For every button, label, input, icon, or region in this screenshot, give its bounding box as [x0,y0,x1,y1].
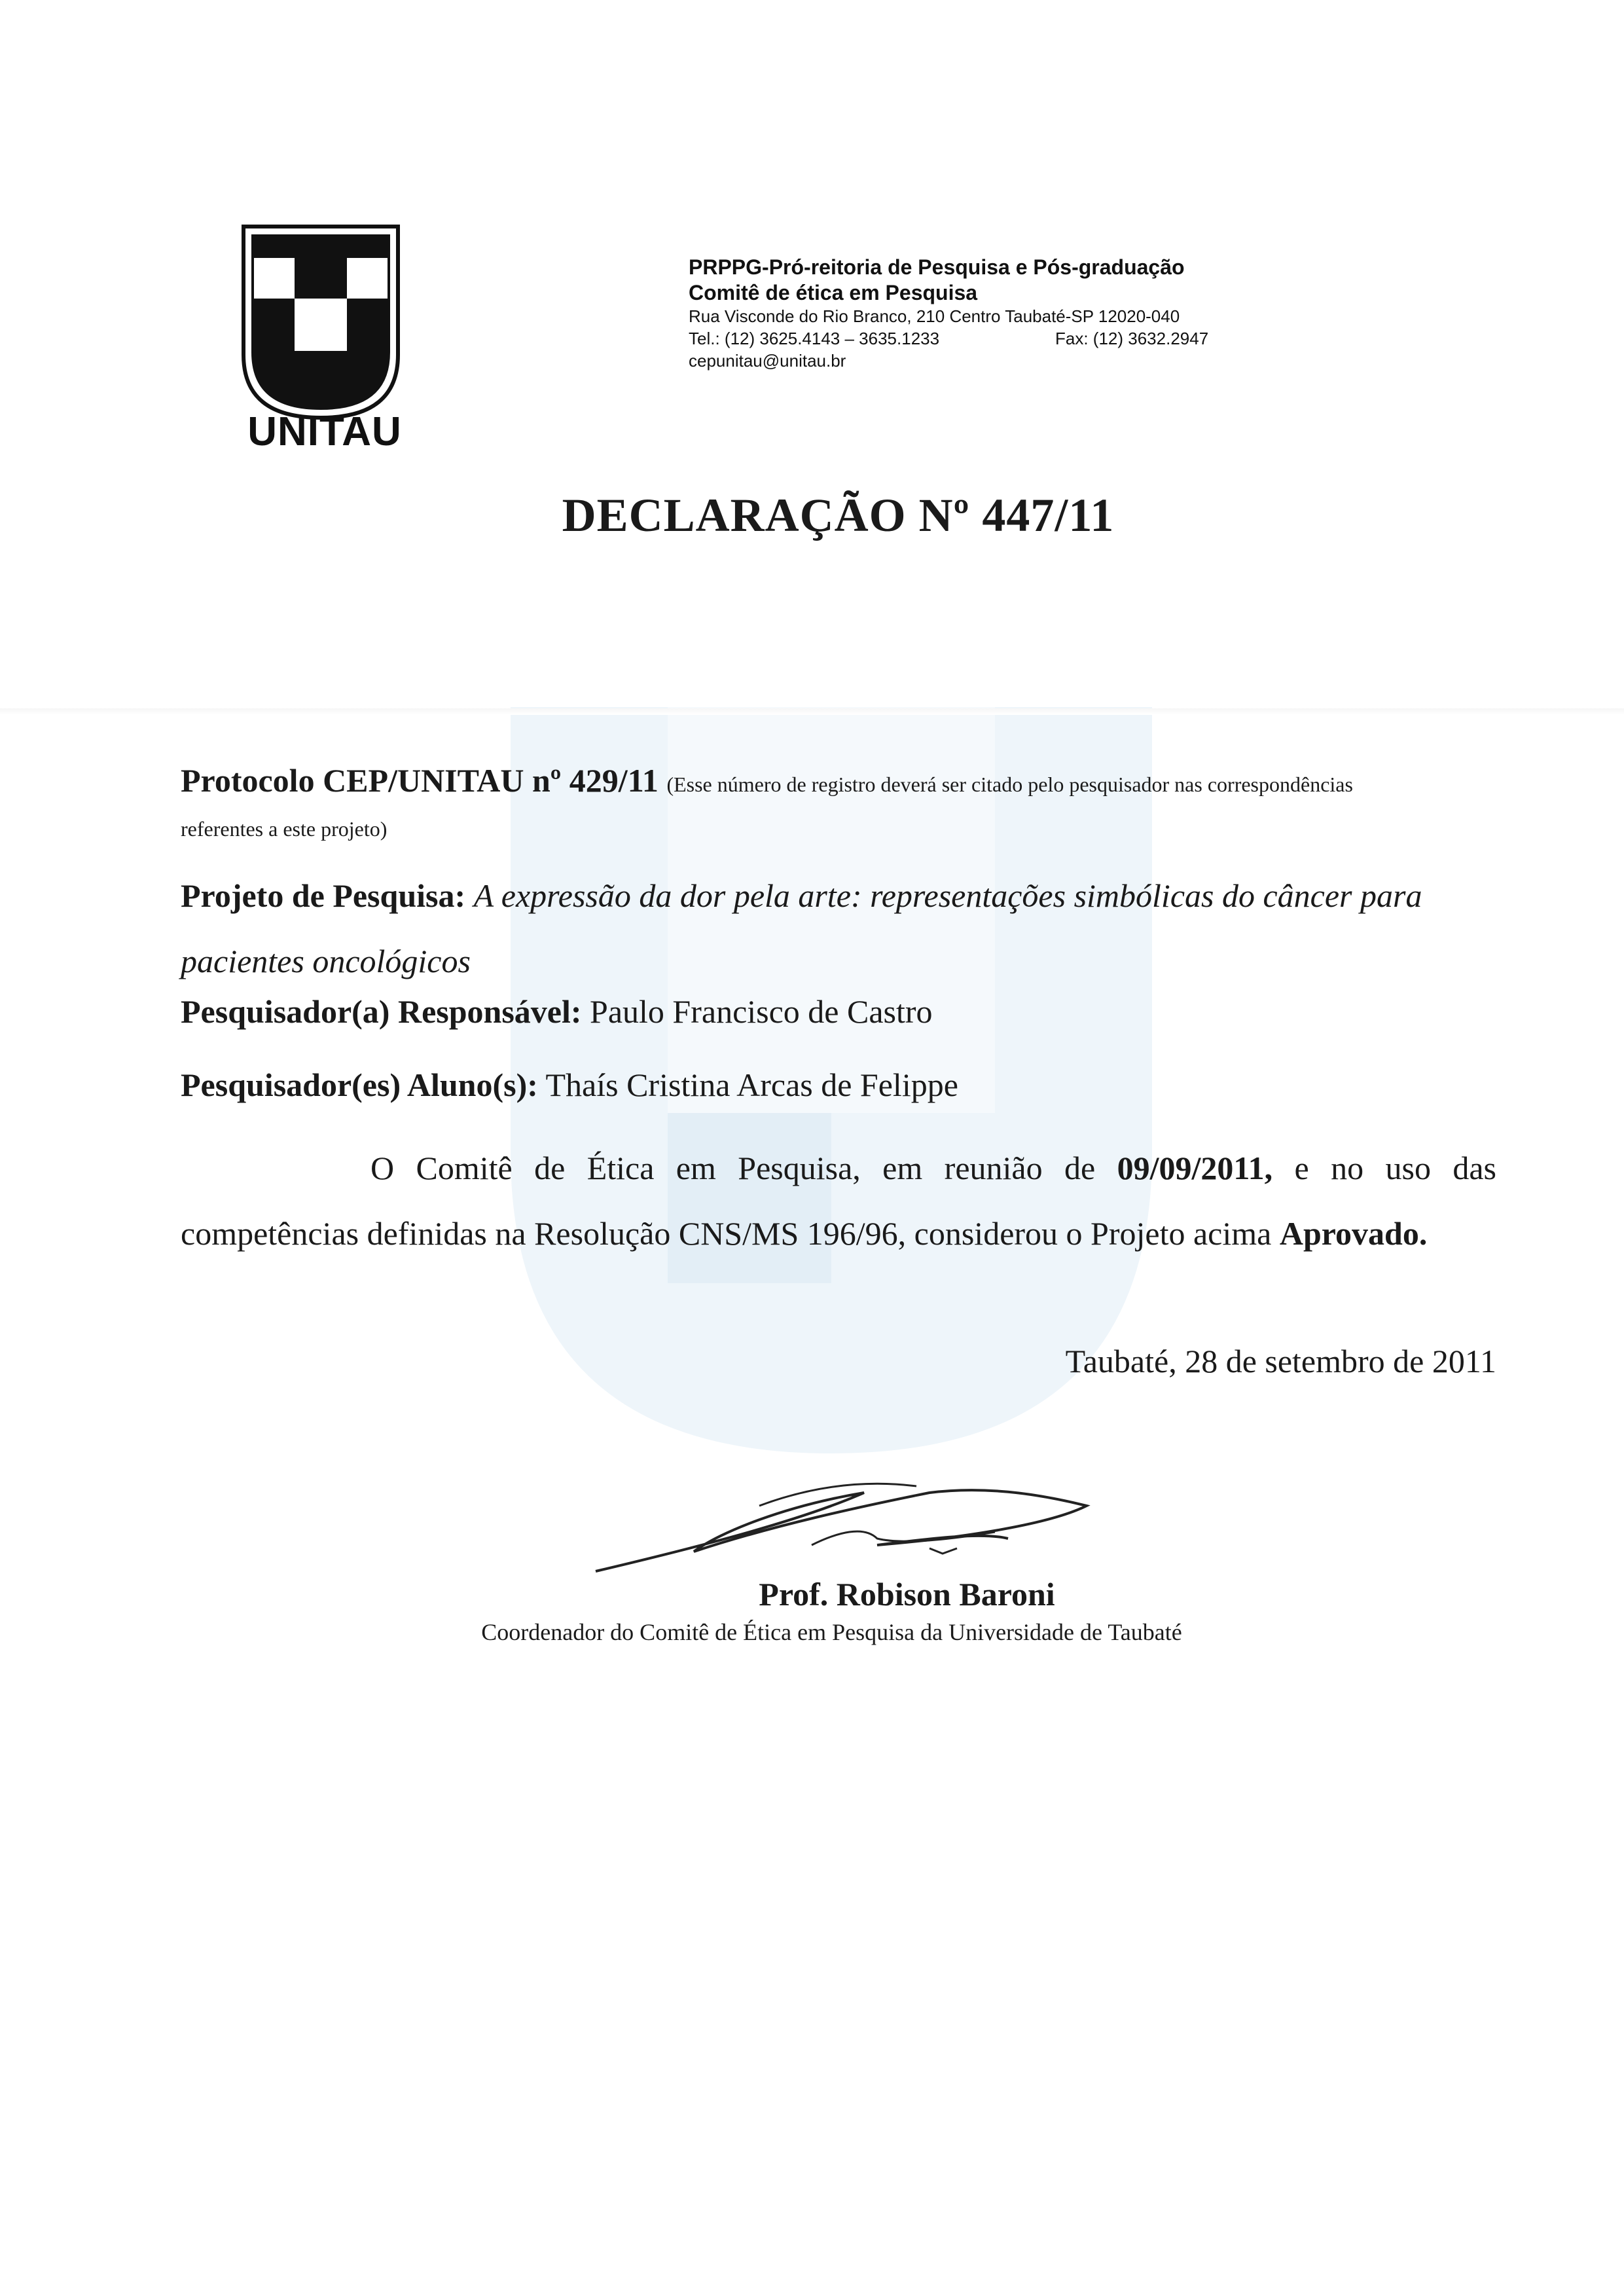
project-title: A expressão da dor pela arte: representações simbólicas do câncer para pacientes oncológicos [181,877,1422,979]
handwritten-signature [589,1467,1152,1584]
responsible-line [181,993,1496,1030]
meeting-date: 09/09/2011, [1117,1150,1273,1186]
committee-name: Comitê de ética em Pesquisa [689,281,978,304]
protocol-note-continued: referentes a este projeto) [181,817,388,841]
statement-part2: e no uso das competências definidas na Resolução CNS/MS 196/96, considerou o Projeto acima [181,1150,1497,1252]
fax: Fax: (12) 3632.2947 [1055,329,1209,348]
letterhead [689,254,1252,372]
students-label: Pesquisador(es) Aluno(s): [181,1066,538,1103]
unitau-wordmark: UNITAU [247,409,402,454]
signer-name: Prof. Robison Baroni [759,1576,1055,1613]
statement-part1: O Comitê de Ética em Pesquisa, em reunião de [370,1150,1096,1186]
responsible-name: Paulo Francisco de Castro [590,993,933,1030]
protocol-line [181,759,1496,805]
responsible-label: Pesquisador(a) Responsável: [181,993,582,1030]
fold-line [0,708,1624,715]
signature-block [0,1575,1624,1646]
approval-statement [181,1135,1496,1266]
approval-result: Aprovado. [1279,1215,1428,1252]
students-name: Thaís Cristina Arcas de Felippe [545,1066,958,1103]
unitau-shield-logo [241,202,401,443]
signer-role: Coordenador do Comitê de Ética em Pesquisa da Universidade de Taubaté [481,1619,1182,1645]
phone-line [689,327,1252,350]
telephone: Tel.: (12) 3625.4143 – 3635.1233 [689,329,940,348]
project-label: Projeto de Pesquisa: [181,877,466,914]
students-line [181,1066,1496,1104]
protocol-note: (Esse número de registro deverá ser citado pelo pesquisador nas correspondências [666,773,1353,796]
email: cepunitau@unitau.br [689,351,846,371]
declaration-title: DECLARAÇÃO Nº 447/11 [562,489,1115,541]
protocol-label: Protocolo CEP/UNITAU nº 429/11 [181,762,659,799]
place-date: Taubaté, 28 de setembro de 2011 [1065,1343,1496,1379]
project-line [181,863,1496,994]
address: Rua Visconde do Rio Branco, 210 Centro Taubaté-SP 12020-040 [689,306,1180,326]
dept-name: PRPPG-Pró-reitoria de Pesquisa e Pós-graduação [689,255,1185,279]
